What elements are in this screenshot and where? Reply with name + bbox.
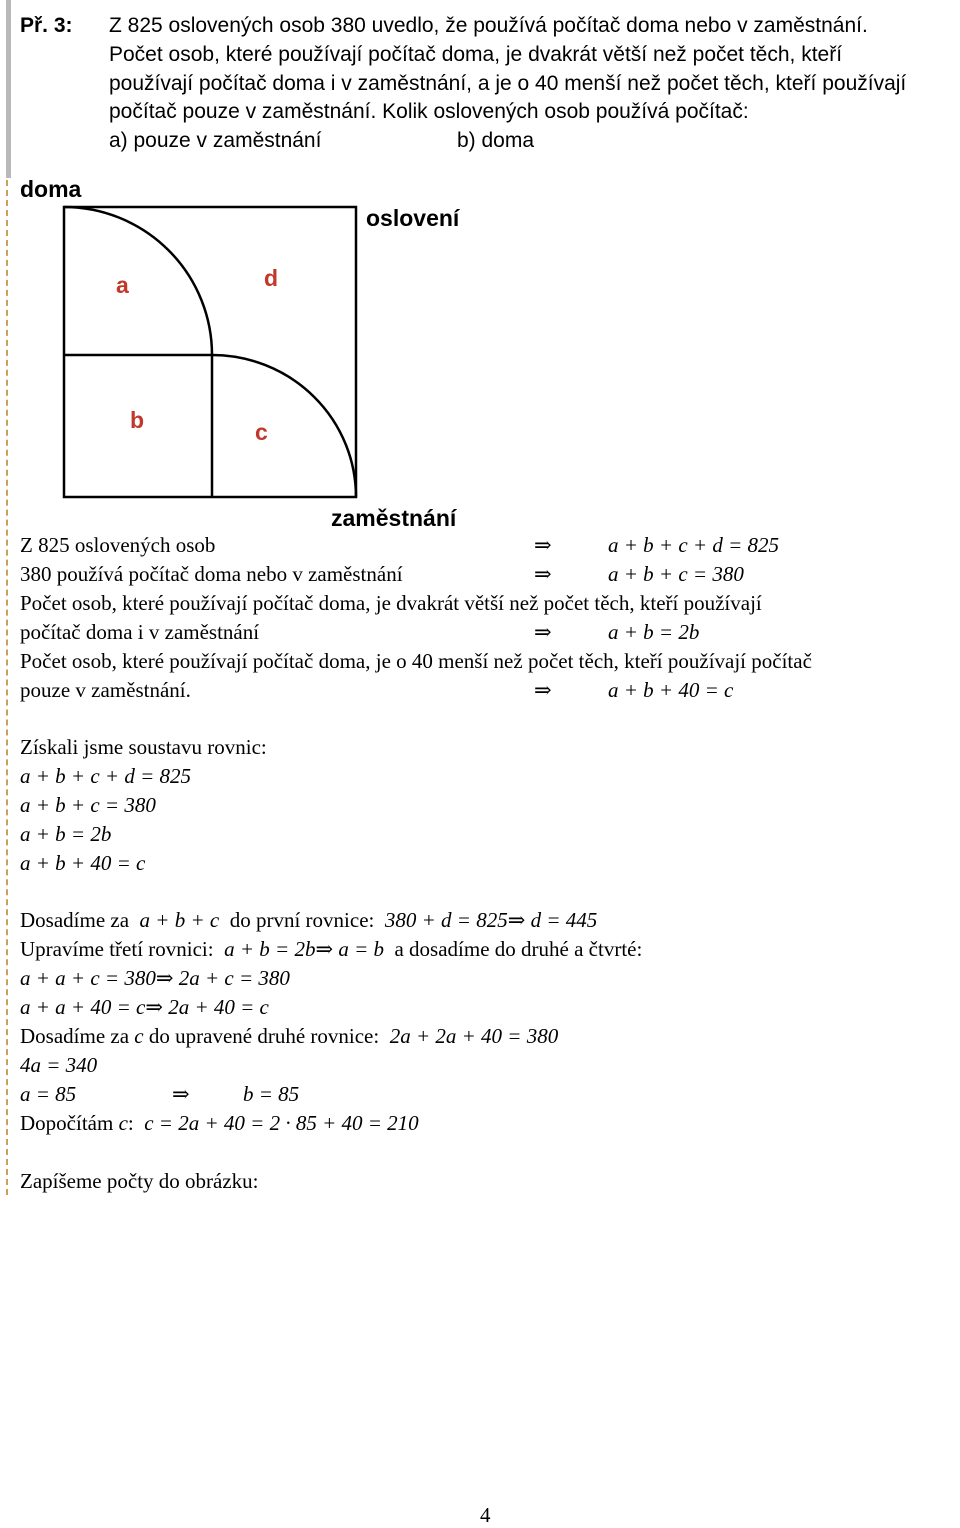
solution-line-2: 380 používá počítač doma nebo v zaměstnání <box>20 562 403 586</box>
step-1: Dosadíme za a + b + c do první rovnice: 380 + d = 825⇒ d = 445 <box>20 908 598 932</box>
equation-2: a + b + c = 380 <box>608 562 744 586</box>
step-6: 4a = 340 <box>20 1053 98 1077</box>
solution-line-3: Počet osob, které používají počítač doma, je dvakrát větší než počet těch, kteří používají <box>20 591 762 615</box>
step-4: a + a + 40 = c⇒ 2a + 40 = c <box>20 995 269 1019</box>
problem-line-1: Z 825 oslovených osob 380 uvedlo, že používá počítač doma nebo v zaměstnání. <box>109 14 868 37</box>
respondents-square <box>64 207 356 497</box>
system-equation-4: a + b + 40 = c <box>20 851 146 875</box>
system-equation-3: a + b = 2b <box>20 822 112 846</box>
step-8: Dopočítám c: c = 2a + 40 = 2 · 85 + 40 = 210 <box>20 1111 419 1135</box>
region-c-label: c <box>255 419 268 445</box>
step-7b: b = 85 <box>243 1082 300 1106</box>
problem-line-3: používají počítač doma i v zaměstnání, a je o 40 menší než počet těch, kteří používají <box>109 72 907 95</box>
venn-diagram <box>0 0 960 520</box>
step-3: a + a + c = 380⇒ 2a + c = 380 <box>20 966 290 990</box>
step-5: Dosadíme za c do upravené druhé rovnice: 2a + 2a + 40 = 380 <box>20 1024 559 1048</box>
diagram-label-home: doma <box>20 176 82 202</box>
step-2: Upravíme třetí rovnici: a + b = 2b⇒ a = b a dosadíme do druhé a čtvrté: <box>20 937 643 961</box>
system-equation-2: a + b + c = 380 <box>20 793 156 817</box>
implies-arrow: ⇒ <box>172 1082 190 1106</box>
equation-4: a + b + 40 = c <box>608 678 734 702</box>
implies-arrow: ⇒ <box>534 533 552 557</box>
step-9: Zapíšeme počty do obrázku: <box>20 1169 259 1193</box>
diagram-label-work: zaměstnání <box>331 505 457 531</box>
problem-line-2: Počet osob, které používají počítač doma, je dvakrát větší než počet těch, kteří <box>109 43 843 66</box>
solution-line-4: počítač doma i v zaměstnání <box>20 620 260 644</box>
problem-line-4: počítač pouze v zaměstnání. Kolik oslovených osob používá počítač: <box>109 100 749 123</box>
system-intro: Získali jsme soustavu rovnic: <box>20 735 267 759</box>
solution-line-5: Počet osob, které používají počítač doma, je o 40 menší než počet těch, kteří používají počítač <box>20 649 812 673</box>
page-number: 4 <box>480 1503 491 1527</box>
question-a: a) pouze v zaměstnání <box>109 129 322 152</box>
system-equation-1: a + b + c + d = 825 <box>20 764 192 788</box>
implies-arrow: ⇒ <box>534 562 552 586</box>
region-b-label: b <box>130 407 145 433</box>
problem-label: Př. 3: <box>20 14 73 37</box>
home-region-arc <box>64 207 212 497</box>
region-a-label: a <box>116 272 129 298</box>
solution-line-1: Z 825 oslovených osob <box>20 533 216 557</box>
question-b: b) doma <box>457 129 535 152</box>
solution-line-6: pouze v zaměstnání. <box>20 678 191 702</box>
equation-3: a + b = 2b <box>608 620 700 644</box>
work-region-arc <box>64 355 356 497</box>
implies-arrow: ⇒ <box>534 620 552 644</box>
equation-1: a + b + c + d = 825 <box>608 533 780 557</box>
diagram-label-respondents: oslovení <box>366 205 460 231</box>
implies-arrow: ⇒ <box>534 678 552 702</box>
region-d-label: d <box>264 265 279 291</box>
step-7a: a = 85 <box>20 1082 77 1106</box>
